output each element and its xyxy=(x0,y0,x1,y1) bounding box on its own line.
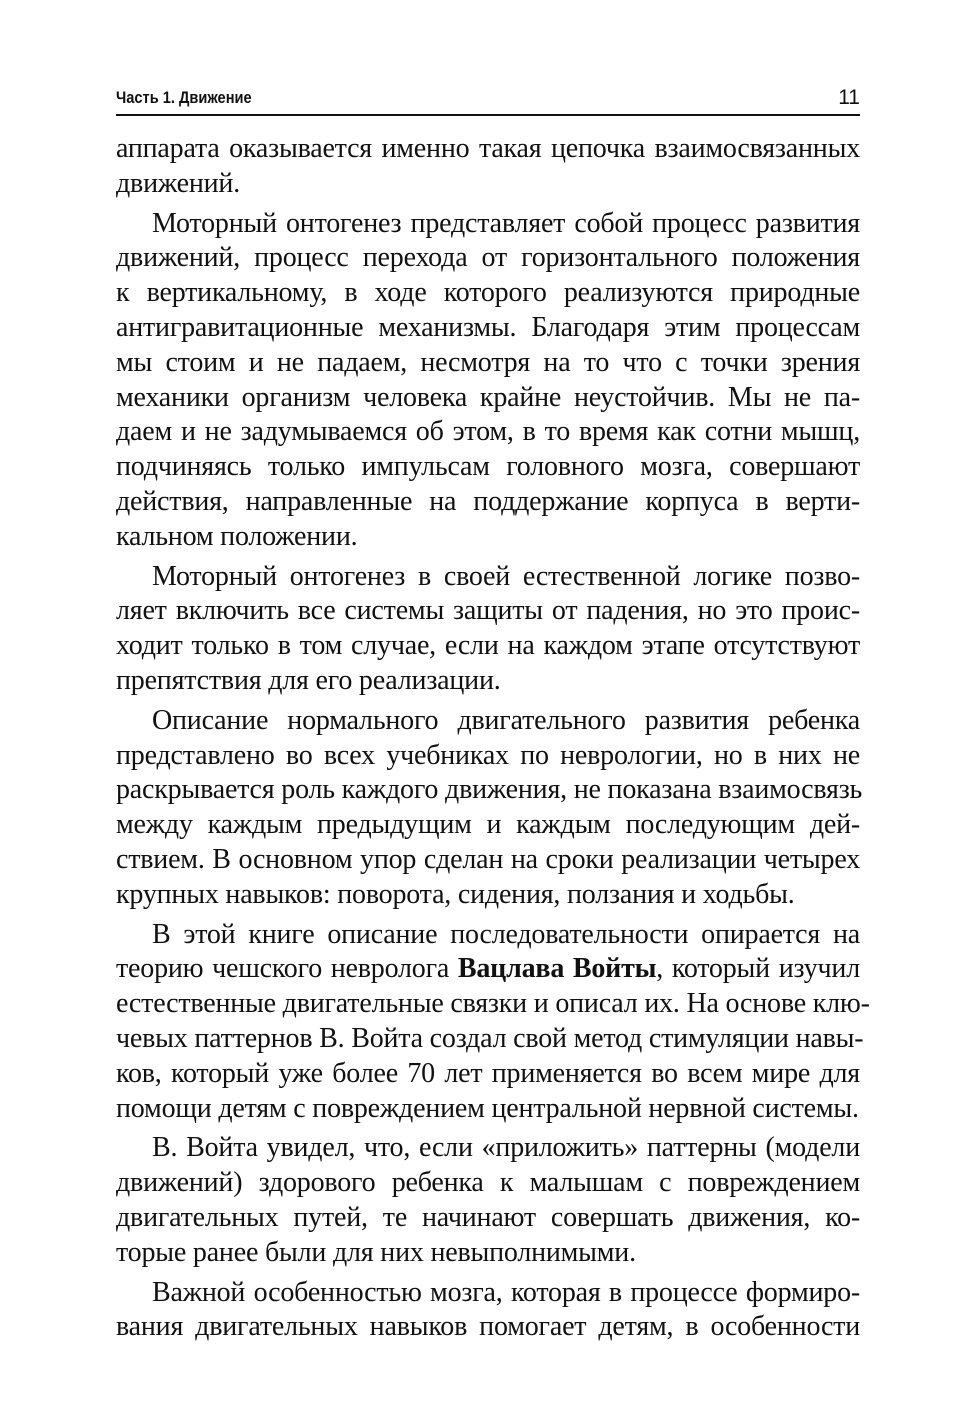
text-line: ствием. В основном упор сделан на сроки реализации четырех xyxy=(116,843,860,875)
running-head xyxy=(116,86,860,116)
text-line: антигравитационные механизмы. Благодаря этим процессам xyxy=(116,311,860,343)
text-line: Моторный онтогенез в своей естественной логике позво- xyxy=(152,560,860,592)
text-line: представлено во всех учебниках по неврологии, но в них не xyxy=(116,739,860,771)
paragraph xyxy=(116,1131,860,1270)
text-line: движений. xyxy=(116,167,241,199)
text-line: подчиняясь только импульсам головного мозга, совершают xyxy=(116,451,860,483)
text-line: В этой книге описание последовательности опирается на xyxy=(152,918,860,950)
text-line: торые ранее были для них невыполнимыми. xyxy=(116,1236,636,1268)
text-line: чевых паттернов В. Войта создал свой метод стимуляции навы- xyxy=(116,1022,864,1054)
paragraph xyxy=(116,207,860,555)
text-line: Важной особенностью мозга, которая в процессе формиро- xyxy=(152,1276,860,1308)
paragraph xyxy=(116,560,860,699)
text-line: вания двигательных навыков помогает детям, в особенности xyxy=(116,1311,860,1343)
paragraph xyxy=(116,1276,860,1346)
text-line: к вертикальному, в ходе которого реализуются природные xyxy=(116,277,860,309)
text-run: , который изучил xyxy=(656,953,860,985)
paragraph xyxy=(116,918,870,1127)
text-line: мы стоим и не падаем, несмотря на то что с точки зрения xyxy=(116,346,860,378)
text-line: ляет включить все системы защиты от падения, но это проис- xyxy=(116,595,860,627)
text-line: движений, процесс перехода от горизонтального положения xyxy=(116,242,860,274)
text-line: Моторный онтогенез представляет собой процесс развития xyxy=(152,207,860,239)
text-line: действия, направленные на поддержание корпуса в верти- xyxy=(116,485,860,517)
body-text xyxy=(116,132,870,1345)
text-line: В. Войта увидел, что, если «приложить» паттерны (модели xyxy=(152,1132,860,1164)
text-line: раскрывается роль каждого движения, не показана взаимосвязь xyxy=(116,774,863,806)
text-line: механики организм человека крайне неустойчив. Мы не па- xyxy=(116,381,860,413)
text-line: даем и не задумываемся об этом, в то время как сотни мышц, xyxy=(116,416,860,448)
text-line: движений) здорового ребенка к малышам с повреждением xyxy=(116,1167,860,1199)
text-line: аппарата оказывается именно такая цепочка взаимосвязанных xyxy=(116,133,860,164)
paragraph xyxy=(116,132,860,202)
bold-name: Вацлава Войты xyxy=(457,953,657,985)
text-line: крупных навыков: поворота, сидения, ползания и ходьбы. xyxy=(116,878,795,910)
text-line: кальном положении. xyxy=(116,520,358,552)
text-line: между каждым предыдущим и каждым последующим дей- xyxy=(116,809,860,841)
text-line: препятствия для его реализации. xyxy=(116,664,501,696)
text-line: ходит только в том случае, если на каждом этапе отсутствуют xyxy=(116,630,860,662)
page-number: 11 xyxy=(838,86,860,109)
text-line: помощи детям с повреждением центральной нервной системы. xyxy=(116,1092,859,1124)
text-line: естественные двигательные связки и описал их. На основе клю- xyxy=(116,988,870,1020)
text-line: двигательных путей, те начинают совершать движения, ко- xyxy=(116,1201,860,1233)
text-line-mixed xyxy=(116,952,860,987)
paragraph xyxy=(116,704,863,913)
text-run: теорию чешского невролога xyxy=(116,953,450,985)
text-line: ков, который уже более 70 лет применяется во всем мире для xyxy=(116,1057,860,1089)
text-line: Описание нормального двигательного развития ребенка xyxy=(152,704,860,736)
section-title: Часть 1. Движение xyxy=(116,88,252,107)
